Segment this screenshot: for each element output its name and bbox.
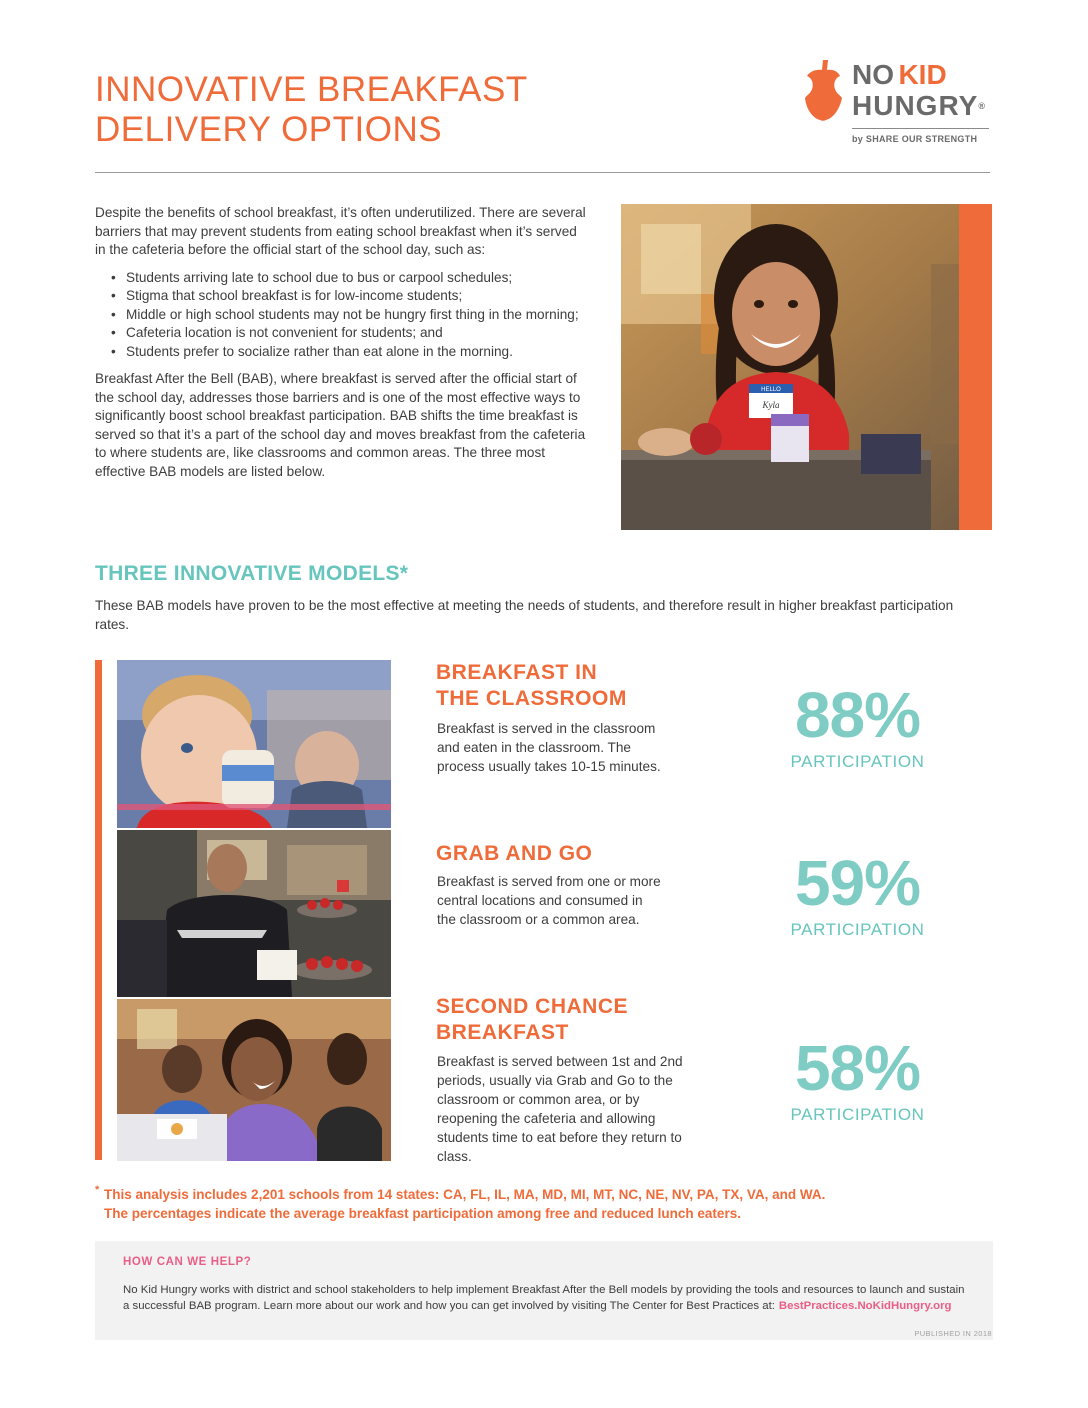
stat-label: PARTICIPATION — [790, 1105, 925, 1124]
model-title-line2: BREAKFAST — [436, 1021, 569, 1044]
logo-word-kid: KID — [898, 59, 947, 90]
page-title-line2: DELIVERY OPTIONS — [95, 110, 443, 149]
stat-label: PARTICIPATION — [790, 752, 925, 771]
logo-word-no: NO — [852, 59, 894, 90]
logo-hungry-text: HUNGRY — [852, 90, 979, 121]
footnote-asterisk: * — [95, 1184, 100, 1196]
model-title-line2: THE CLASSROOM — [436, 687, 627, 710]
model-title-second-chance-breakfast — [436, 994, 628, 1046]
models-subheading: These BAB models have proven to be the most effective at meeting the needs of students, and therefore result in higher breakfast participation rates. — [95, 598, 954, 632]
list-item — [95, 306, 587, 325]
name-badge-name: Kyla — [762, 400, 780, 410]
logo-word-hungry — [852, 90, 986, 121]
stat-percent: 59% — [794, 847, 921, 919]
no-kid-hungry-logo — [802, 58, 992, 148]
best-practices-link[interactable]: BestPractices.NoKidHungry.org — [778, 1300, 952, 1312]
bullet-icon: • — [111, 325, 116, 340]
model-title-breakfast-in-classroom — [436, 660, 627, 712]
orange-accent-bar — [95, 660, 102, 1160]
logo-divider — [852, 128, 989, 129]
bullet-icon: • — [111, 306, 116, 322]
photo-boy-drinking-milk — [117, 660, 391, 828]
list-item-text: Students prefer to socialize rather than eat alone in the morning. — [126, 343, 513, 359]
list-item-text: Middle or high school students may not be hungry first thing in the morning; — [126, 306, 579, 322]
photo-grab-and-go-cafeteria — [117, 830, 391, 997]
how-can-we-help-box — [95, 1241, 993, 1340]
bullet-icon: • — [111, 343, 116, 359]
model-title-line1: BREAKFAST IN — [436, 661, 598, 684]
photo-students-second-chance — [117, 999, 391, 1161]
stat-second-chance-breakfast — [770, 1033, 945, 1125]
model-title-grab-and-go — [436, 841, 592, 867]
name-badge-hello: HELLO — [761, 387, 781, 393]
list-item-text: Cafeteria location is not convenient for students; and — [126, 325, 443, 340]
page-title-line1: INNOVATIVE BREAKFAST — [95, 70, 528, 109]
logo-byline: by SHARE OUR STRENGTH — [852, 134, 978, 144]
models-heading: THREE INNOVATIVE MODELS* — [95, 562, 409, 585]
published-date: PUBLISHED IN 2018 — [914, 1329, 992, 1338]
photo2-illustration — [117, 830, 391, 997]
footnote-line1: This analysis includes 2,201 schools from 14 states: CA, FL, IL, MA, MD, MI, MT, NC, NE, NV, PA, TX, VA, and WA. — [104, 1187, 826, 1202]
hero-photo-illustration — [621, 204, 992, 530]
stat-label: PARTICIPATION — [790, 920, 925, 939]
list-item — [95, 287, 587, 306]
bullet-icon: • — [111, 288, 116, 303]
stat-percent: 88% — [794, 679, 921, 751]
apple-core-icon — [802, 58, 846, 124]
logo-registered-mark: ® — [978, 101, 986, 111]
model-title-line1: SECOND CHANCE — [436, 995, 629, 1018]
page-title — [95, 70, 528, 150]
header-divider — [95, 172, 990, 173]
footnote-line2: The percentages indicate the average breakfast participation among free and reduced lunch eaters. — [104, 1206, 741, 1221]
photo3-illustration — [117, 999, 391, 1161]
help-body — [123, 1282, 965, 1314]
photo1-illustration — [117, 660, 391, 828]
help-title: HOW CAN WE HELP? — [123, 1256, 252, 1268]
list-item — [95, 324, 587, 343]
footnote — [95, 1185, 975, 1223]
stat-breakfast-in-classroom — [770, 680, 945, 772]
stat-percent: 58% — [794, 1032, 921, 1104]
model-description-breakfast-in-classroom: Breakfast is served in the classroom and eaten in the classroom. The process usually takes 10-15 minutes. — [437, 721, 661, 774]
model-description-grab-and-go: Breakfast is served from one or more central locations and consumed in the classroom or a common area. — [437, 874, 661, 927]
help-body-text: No Kid Hungry works with district and school stakeholders to help implement Breakfast After the Bell models by providing the tools and resources to launch and sustain a successful BAB program. Learn more about our work and how you can get involved by visiting The Center for Best Practices at: — [123, 1284, 965, 1312]
stat-grab-and-go — [770, 848, 945, 940]
hero-photo-girl-at-desk — [621, 204, 992, 530]
list-item — [95, 269, 587, 288]
list-item-text: Students arriving late to school due to bus or carpool schedules; — [126, 269, 513, 285]
logo-wordmark — [852, 59, 986, 121]
barrier-list — [95, 269, 587, 362]
intro-section — [95, 204, 587, 490]
list-item — [95, 343, 587, 362]
intro-paragraph-1: Despite the benefits of school breakfast, it’s often underutilized. There are several barriers that may prevent students from eating school breakfast when it’s served in the cafeteria before the official start of the school day, such as: — [95, 205, 586, 257]
intro-paragraph-2: Breakfast After the Bell (BAB), where breakfast is served after the official start of the school day, addresses those barriers and is one of the most effective ways to significantly boost school breakfast participation. BAB shifts the time breakfast is served so that it’s a part of the school day and moves breakfast from the cafeteria to where students are, like classrooms and common areas. The three most effective BAB models are listed below. — [95, 371, 586, 479]
list-item-text: Stigma that school breakfast is for low-income students; — [126, 288, 463, 303]
bullet-icon: • — [111, 269, 116, 285]
model-description-second-chance-breakfast: Breakfast is served between 1st and 2nd periods, usually via Grab and Go to the classroom or common area, or by reopening the cafeteria and allowing students time to eat before they return to class. — [437, 1054, 683, 1164]
model-title-line1: GRAB AND GO — [436, 842, 593, 865]
